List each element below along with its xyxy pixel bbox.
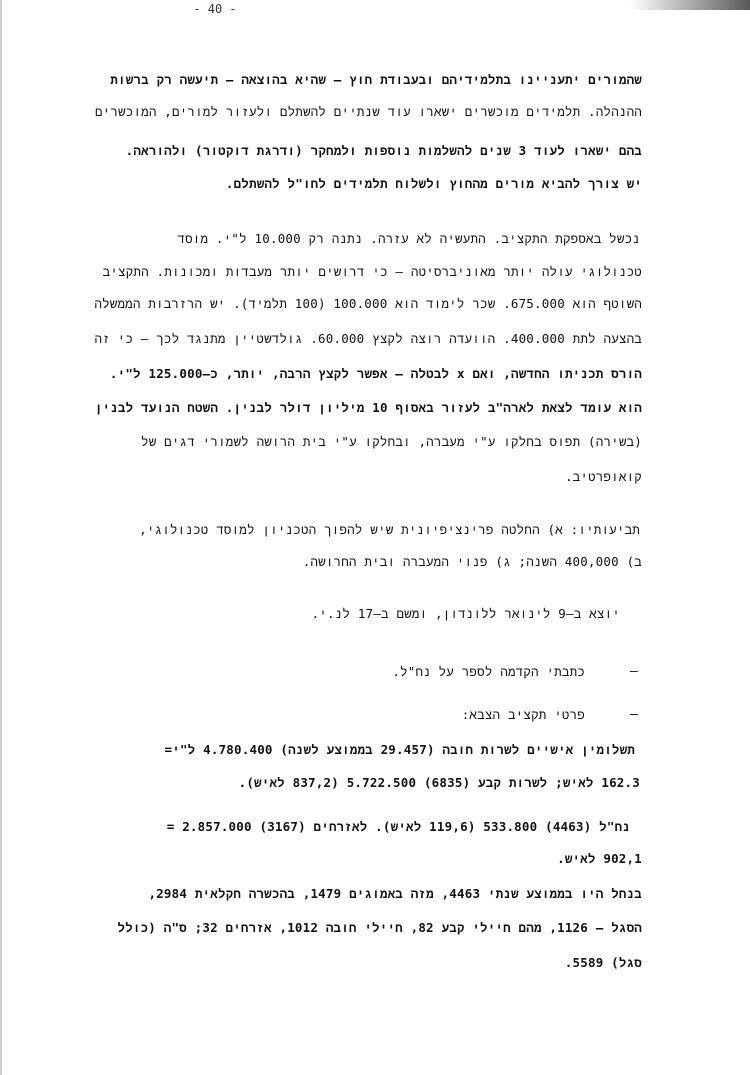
nahal-line: 902,1 לאיש. <box>557 851 642 866</box>
bullet-item: פרטי תקציב הצבא: <box>461 707 585 722</box>
bullet-item: כתבתי הקדמה לספר על נח"ל. <box>392 664 585 679</box>
nahal-line: נח"ל (4463) 533.800 (119,6 לאיש). לאזרחים (3167) 2.857.000 = <box>166 819 630 834</box>
paragraph3-line: תביעותיו: א) החלטה פרינציפיונית שיש להפוך הטכניון למוסד טכנולוגי, <box>139 522 640 537</box>
paragraph2-line: הורס תכניתו החדשה, ואם x לבטלה – אפשר לקצץ הרבה, יותר, כ–125.000 ל"י. <box>109 366 642 381</box>
budget-line: תשלומין אישיים לשרות חובה (29.457 בממוצע לשנה) 4.780.400 ל"י= <box>164 742 635 757</box>
paragraph2-line: (בשירה) תפוס בחלקו ע"י מעברה, ובחלקו ע"י בית הרושה לשמורי דגים של <box>141 434 642 449</box>
paragraph1-line: שהמורים יתעניינו בתלמידיהם ובעבודת חוץ – שהיא בהוצאה – תיעשה רק ברשות <box>110 72 642 87</box>
paragraph1-line: יש צורך להביא מורים מהחוץ ולשלוח תלמידים לחו"ל להשתלם. <box>225 176 642 191</box>
paragraph2-line: השוטף הוא 675.000. שכר לימוד הוא 100.000 (100 תלמיד). יש הרזרבות הממשלה <box>94 296 642 311</box>
bullet-dash: – <box>630 664 638 679</box>
paragraph2-line: קואופרטיב. <box>564 469 642 484</box>
paragraph1-line: בהם ישארו לעוד 3 שנים להשלמות נוספות ולמחקר (ודרגת דוקטור) ולהוראה. <box>125 143 642 158</box>
page-edge <box>0 0 2 1075</box>
paragraph2-line: הוא עומד לצאת לארה"ב לעזור באסוף 10 מיליון דולר לבנין. השטח הנועד לבנין <box>94 400 642 415</box>
scan-corner-mark <box>630 0 750 10</box>
paragraph-last-line: הסגל – 1126, מהם חיילי קבע 82, חיילי חובה 1012, אזרחים 32; ס"ה (כולל <box>117 920 642 935</box>
paragraph2-line: בהצעה לתת 400.000. הוועדה רוצה לקצץ 60.000. גולדשטיין מתנגד לכך – כי זה <box>94 331 642 346</box>
paragraph-last-line: בנחל היו בממוצע שנתי 4463, מזה באמוגים 1479, בהכשרה חקלאית 2984, <box>148 886 642 901</box>
paragraph2-line: טכנולוגי עולה יותר מאוניברסיטה – כי דרושים יותר מעבדות ומכונות. התקציב <box>102 264 642 279</box>
paragraph2-line: נכשל באספקת התקציב. התעשיה לא עזרה. נתנה רק 10.000 ל"י. מוסד <box>177 231 640 246</box>
budget-line: 162.3 לאיש; לשרות קבע (6835) 5.722.500 (837,2 לאיש). <box>238 775 640 790</box>
paragraph-last-line: סגל) 5589. <box>564 955 642 970</box>
paragraph3-line: ב) 400,000 השנה; ג) פנוי המעברה ובית החרושה. <box>302 554 642 569</box>
bullet-dash: – <box>630 707 638 722</box>
travel-line: יוצא ב–9 לינואר ללונדון, ומשם ב–17 לנ.י. <box>311 606 620 621</box>
page-number: - 40 - <box>193 2 237 16</box>
paragraph1-line: ההנהלה. תלמידים מוכשרים ישארו עוד שנתיים להשתלם ולעזור למורים, המוכשרים <box>94 104 642 119</box>
